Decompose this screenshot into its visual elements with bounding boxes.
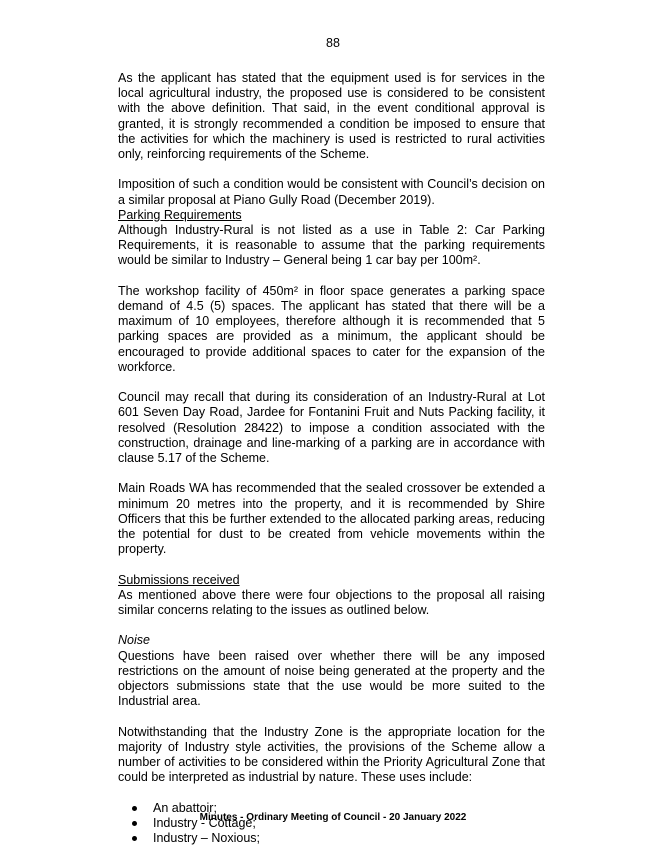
heading-parking-requirements: Parking Requirements — [118, 207, 242, 222]
page-footer: Minutes - Ordinary Meeting of Council - 20 January 2022 — [199, 812, 467, 823]
paragraph-definition: As the applicant has stated that the equipment used is for services in the local agricultural industry, the proposed use is considered to be consistent with the above definition. That said, in the event conditional approval is granted, it is strongly recommended a condition be imposed to ensure that the activities for which the machinery is used is restricted to rural activities only, reinforcing requirements of the Scheme. — [118, 71, 545, 162]
uses-list — [118, 801, 545, 847]
document-body — [118, 71, 545, 846]
paragraph-permitted-uses: Notwithstanding that the Industry Zone is the appropriate location for the majority of Industry style activities, the provisions of the Scheme allow a number of activities to be considered within the Priority Agricultural Zone that could be interpreted as industrial by nature. These uses include: — [118, 724, 545, 785]
page-number: 88 — [326, 36, 340, 50]
list-item — [118, 831, 545, 846]
bullet-icon — [132, 836, 137, 841]
paragraph-workshop-demand: The workshop facility of 450m² in floor space generates a parking space demand of 4.5 (5) spaces. The applicant has stated that there will be a maximum of 10 employees, therefore although it is recommended that 5 parking spaces are provided as a minimum, the applicant should be encouraged to provide additional spaces to cater for the expansion of the workforce. — [118, 283, 545, 374]
paragraph-submissions — [118, 573, 545, 619]
paragraph-condition-precedent — [118, 177, 545, 268]
paragraph-noise-text: Questions have been raised over whether there will be any imposed restrictions on the amount of noise being generated at the property and the objectors submissions state that the use would be more suited to the Industrial area. — [118, 648, 545, 709]
heading-noise: Noise — [118, 633, 150, 648]
list-item-text: An abattoir; — [153, 800, 217, 815]
list-item-text: Industry – Noxious; — [153, 831, 260, 846]
paragraph-noise — [118, 633, 545, 709]
paragraph-objections: As mentioned above there were four objections to the proposal all raising similar concerns relating to the issues as outlined below. — [118, 587, 545, 618]
paragraph-main-roads: Main Roads WA has recommended that the sealed crossover be extended a minimum 20 metres into the property, and it is recommended by Shire Officers that this be further extended to the allocated parking areas, reducing the potential for dust to be created from vehicle movements within the property. — [118, 481, 545, 557]
heading-submissions-received: Submissions received — [118, 572, 240, 587]
bullet-icon — [132, 806, 137, 811]
paragraph-condition-text: Imposition of such a condition would be consistent with Council’s decision on a similar proposal at Piano Gully Road (December 2019). — [118, 177, 545, 207]
list-item-text: Industry - Cottage; — [153, 815, 256, 830]
paragraph-council-resolution: Council may recall that during its consideration of an Industry-Rural at Lot 601 Seven Day Road, Jardee for Fontanini Fruit and Nuts Packing facility, it resolved (Resolution 28422) to impose a condition associated with the construction, drainage and line-marking of a parking are in accordance with clause 5.17 of the Scheme. — [118, 390, 545, 466]
paragraph-parking-rate: Although Industry-Rural is not listed as a use in Table 2: Car Parking Requirements, it is reasonable to assume that the parking requirements would be similar to Industry – General being 1 car bay per 100m². — [118, 223, 545, 268]
